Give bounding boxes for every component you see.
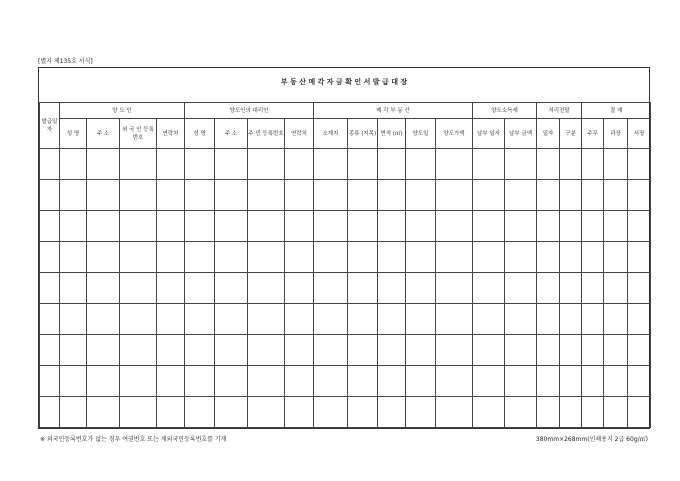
- table-cell[interactable]: [185, 180, 215, 211]
- table-cell[interactable]: [473, 149, 505, 180]
- table-cell[interactable]: [560, 366, 582, 397]
- table-row: [40, 211, 651, 242]
- table-cell[interactable]: [285, 304, 314, 335]
- table-cell[interactable]: [285, 211, 314, 242]
- table-cell[interactable]: [60, 211, 87, 242]
- table-cell[interactable]: [40, 180, 60, 211]
- table-cell[interactable]: [348, 397, 378, 428]
- table-cell[interactable]: [157, 397, 185, 428]
- col-land-type: 종류 (지목): [348, 119, 378, 149]
- table-cell[interactable]: [348, 242, 378, 273]
- col-tax-payment-date: 납부 일자: [473, 119, 505, 149]
- table-cell[interactable]: [604, 366, 628, 397]
- table-cell[interactable]: [157, 149, 185, 180]
- table-cell[interactable]: [215, 211, 248, 242]
- table-cell[interactable]: [87, 149, 120, 180]
- paper-spec: 380mm×268mm(인쇄용지 2급 60g/㎡): [535, 436, 648, 443]
- table-cell[interactable]: [40, 335, 60, 366]
- col-area: 면적 (㎡): [378, 119, 406, 149]
- table-cell[interactable]: [560, 273, 582, 304]
- col-processing-date: 일자: [537, 119, 560, 149]
- table-cell[interactable]: [537, 335, 560, 366]
- table-cell[interactable]: [314, 397, 348, 428]
- table-cell[interactable]: [537, 304, 560, 335]
- table-cell[interactable]: [60, 180, 87, 211]
- table-cell[interactable]: [348, 335, 378, 366]
- table-cell[interactable]: [505, 335, 537, 366]
- page-title: 부 동 산 매 각 자 금 확 인 서 발 급 대 장: [280, 78, 408, 86]
- table-cell[interactable]: [378, 366, 406, 397]
- table-cell[interactable]: [582, 273, 604, 304]
- table-cell[interactable]: [60, 273, 87, 304]
- table-cell[interactable]: [157, 273, 185, 304]
- table-cell[interactable]: [248, 211, 285, 242]
- table-cell[interactable]: [87, 180, 120, 211]
- table-cell[interactable]: [582, 211, 604, 242]
- table-cell[interactable]: [436, 273, 473, 304]
- group-capital-gains-tax: 양도소득세: [473, 103, 537, 119]
- table-cell[interactable]: [40, 273, 60, 304]
- table-cell[interactable]: [248, 366, 285, 397]
- table-cell[interactable]: [120, 273, 157, 304]
- table-cell[interactable]: [348, 180, 378, 211]
- table-cell[interactable]: [505, 397, 537, 428]
- table-cell[interactable]: [215, 149, 248, 180]
- table-cell[interactable]: [120, 366, 157, 397]
- table-cell[interactable]: [40, 397, 60, 428]
- table-cell[interactable]: [60, 335, 87, 366]
- table-cell[interactable]: [560, 335, 582, 366]
- table-cell[interactable]: [436, 304, 473, 335]
- col-tax-payment-amount: 납부 금액: [505, 119, 537, 149]
- table-cell[interactable]: [157, 304, 185, 335]
- table-row: [40, 149, 651, 180]
- table-cell[interactable]: [560, 211, 582, 242]
- group-transferor: 양 도 인: [60, 103, 185, 119]
- table-cell[interactable]: [406, 149, 436, 180]
- col-location: 소재지: [314, 119, 348, 149]
- table-cell[interactable]: [537, 397, 560, 428]
- table-cell[interactable]: [436, 149, 473, 180]
- table-cell[interactable]: [628, 211, 651, 242]
- table-cell[interactable]: [157, 211, 185, 242]
- col-foreign-reg-number: 외 국 인 등록번호: [120, 119, 157, 149]
- table-cell[interactable]: [436, 335, 473, 366]
- table-cell[interactable]: [120, 397, 157, 428]
- table-cell[interactable]: [582, 304, 604, 335]
- table-cell[interactable]: [582, 180, 604, 211]
- table-cell[interactable]: [120, 180, 157, 211]
- table-cell[interactable]: [604, 397, 628, 428]
- table-cell[interactable]: [248, 273, 285, 304]
- table-cell[interactable]: [120, 335, 157, 366]
- table-cell[interactable]: [185, 366, 215, 397]
- table-cell[interactable]: [628, 304, 651, 335]
- table-cell[interactable]: [215, 304, 248, 335]
- col-transferor-contact: 연락처: [157, 119, 185, 149]
- table-cell[interactable]: [628, 180, 651, 211]
- table-cell[interactable]: [285, 335, 314, 366]
- table-cell[interactable]: [314, 180, 348, 211]
- table-cell[interactable]: [215, 180, 248, 211]
- table-cell[interactable]: [87, 211, 120, 242]
- group-processing: 처리전말: [537, 103, 582, 119]
- table-cell[interactable]: [348, 273, 378, 304]
- table-cell[interactable]: [285, 180, 314, 211]
- table-cell[interactable]: [473, 242, 505, 273]
- col-agent-name: 성 명: [185, 119, 215, 149]
- register-table: [39, 102, 651, 428]
- table-cell[interactable]: [406, 366, 436, 397]
- table-cell[interactable]: [537, 242, 560, 273]
- table-cell[interactable]: [436, 397, 473, 428]
- table-row: [40, 397, 651, 428]
- table-cell[interactable]: [560, 304, 582, 335]
- table-cell[interactable]: [505, 304, 537, 335]
- col-approval-officer: 주무: [582, 119, 604, 149]
- table-cell[interactable]: [628, 397, 651, 428]
- table-cell[interactable]: [40, 149, 60, 180]
- group-approval: 결 재: [582, 103, 651, 119]
- table-cell[interactable]: [505, 242, 537, 273]
- table-cell[interactable]: [473, 335, 505, 366]
- table-cell[interactable]: [582, 397, 604, 428]
- table-cell[interactable]: [582, 366, 604, 397]
- table-cell[interactable]: [157, 366, 185, 397]
- table-cell[interactable]: [582, 335, 604, 366]
- table-cell[interactable]: [314, 366, 348, 397]
- table-cell[interactable]: [215, 273, 248, 304]
- table-cell[interactable]: [473, 180, 505, 211]
- table-cell[interactable]: [604, 335, 628, 366]
- table-cell[interactable]: [248, 242, 285, 273]
- col-approval-manager: 과장: [604, 119, 628, 149]
- table-cell[interactable]: [505, 366, 537, 397]
- table-cell[interactable]: [436, 211, 473, 242]
- table-cell[interactable]: [157, 242, 185, 273]
- table-cell[interactable]: [537, 180, 560, 211]
- table-cell[interactable]: [185, 273, 215, 304]
- table-cell[interactable]: [604, 211, 628, 242]
- table-cell[interactable]: [185, 335, 215, 366]
- table-cell[interactable]: [406, 211, 436, 242]
- table-cell[interactable]: [60, 366, 87, 397]
- col-approval-head: 서장: [628, 119, 651, 149]
- table-cell[interactable]: [628, 149, 651, 180]
- table-cell[interactable]: [248, 180, 285, 211]
- table-cell[interactable]: [314, 149, 348, 180]
- table-cell[interactable]: [406, 335, 436, 366]
- table-cell[interactable]: [60, 149, 87, 180]
- table-row: [40, 180, 651, 211]
- table-cell[interactable]: [505, 273, 537, 304]
- table-cell[interactable]: [406, 304, 436, 335]
- table-cell[interactable]: [248, 397, 285, 428]
- table-row: [40, 273, 651, 304]
- table-cell[interactable]: [248, 304, 285, 335]
- footnote: ※ 외국인등록번호가 없는 경우 여권번호 또는 재외국민등록번호를 기재: [40, 436, 227, 443]
- table-cell[interactable]: [582, 242, 604, 273]
- table-cell[interactable]: [560, 242, 582, 273]
- col-transfer-price: 양도가액: [436, 119, 473, 149]
- table-cell[interactable]: [378, 180, 406, 211]
- table-cell[interactable]: [215, 397, 248, 428]
- table-cell[interactable]: [582, 149, 604, 180]
- table-cell[interactable]: [120, 211, 157, 242]
- table-cell[interactable]: [628, 335, 651, 366]
- table-cell[interactable]: [185, 242, 215, 273]
- table-cell[interactable]: [215, 335, 248, 366]
- table-cell[interactable]: [378, 335, 406, 366]
- table-cell[interactable]: [473, 366, 505, 397]
- table-row: [40, 366, 651, 397]
- col-agent-contact: 연락처: [285, 119, 314, 149]
- table-cell[interactable]: [406, 180, 436, 211]
- table-cell[interactable]: [348, 149, 378, 180]
- table-cell[interactable]: [348, 304, 378, 335]
- table-cell[interactable]: [40, 211, 60, 242]
- table-cell[interactable]: [60, 304, 87, 335]
- table-cell[interactable]: [314, 273, 348, 304]
- table-cell[interactable]: [185, 304, 215, 335]
- table-cell[interactable]: [285, 397, 314, 428]
- register-body: [40, 149, 651, 428]
- table-cell[interactable]: [87, 366, 120, 397]
- table-cell[interactable]: [378, 304, 406, 335]
- register-frame: [38, 67, 650, 429]
- table-cell[interactable]: [87, 397, 120, 428]
- table-cell[interactable]: [473, 397, 505, 428]
- table-cell[interactable]: [604, 180, 628, 211]
- table-cell[interactable]: [537, 149, 560, 180]
- table-cell[interactable]: [60, 397, 87, 428]
- table-cell[interactable]: [560, 180, 582, 211]
- table-cell[interactable]: [537, 211, 560, 242]
- table-cell[interactable]: [406, 397, 436, 428]
- table-row: [40, 242, 651, 273]
- table-row: [40, 335, 651, 366]
- table-cell[interactable]: [378, 397, 406, 428]
- table-cell[interactable]: [505, 180, 537, 211]
- table-cell[interactable]: [87, 242, 120, 273]
- table-cell[interactable]: [378, 242, 406, 273]
- table-cell[interactable]: [120, 242, 157, 273]
- table-cell[interactable]: [87, 273, 120, 304]
- table-cell[interactable]: [604, 242, 628, 273]
- col-transferor-name: 성 명: [60, 119, 87, 149]
- table-cell[interactable]: [406, 273, 436, 304]
- table-cell[interactable]: [40, 304, 60, 335]
- table-cell[interactable]: [628, 242, 651, 273]
- table-cell[interactable]: [157, 180, 185, 211]
- table-cell[interactable]: [314, 211, 348, 242]
- table-cell[interactable]: [560, 397, 582, 428]
- table-cell[interactable]: [157, 335, 185, 366]
- table-cell[interactable]: [473, 304, 505, 335]
- table-cell[interactable]: [348, 366, 378, 397]
- table-cell[interactable]: [314, 304, 348, 335]
- col-processing-type: 구분: [560, 119, 582, 149]
- table-cell[interactable]: [436, 366, 473, 397]
- table-cell[interactable]: [248, 149, 285, 180]
- table-cell[interactable]: [378, 211, 406, 242]
- table-cell[interactable]: [473, 211, 505, 242]
- col-agent-address: 주 소: [215, 119, 248, 149]
- table-cell[interactable]: [436, 242, 473, 273]
- table-cell[interactable]: [120, 149, 157, 180]
- table-cell[interactable]: [537, 366, 560, 397]
- table-cell[interactable]: [505, 149, 537, 180]
- table-cell[interactable]: [185, 211, 215, 242]
- table-cell[interactable]: [604, 273, 628, 304]
- table-cell[interactable]: [185, 397, 215, 428]
- table-cell[interactable]: [406, 242, 436, 273]
- table-cell[interactable]: [314, 335, 348, 366]
- table-cell[interactable]: [604, 304, 628, 335]
- table-cell[interactable]: [436, 180, 473, 211]
- table-cell[interactable]: [285, 273, 314, 304]
- table-cell[interactable]: [120, 304, 157, 335]
- table-cell[interactable]: [40, 242, 60, 273]
- table-cell[interactable]: [505, 211, 537, 242]
- table-cell[interactable]: [87, 335, 120, 366]
- table-cell[interactable]: [473, 273, 505, 304]
- form-label: [별지 제135호 서식]: [38, 58, 93, 65]
- table-cell[interactable]: [348, 211, 378, 242]
- table-cell[interactable]: [60, 242, 87, 273]
- col-transferor-address: 주 소: [87, 119, 120, 149]
- table-cell[interactable]: [537, 273, 560, 304]
- table-cell[interactable]: [628, 273, 651, 304]
- col-resident-reg-number: 주 민 등록번호: [248, 119, 285, 149]
- table-cell[interactable]: [185, 149, 215, 180]
- table-cell[interactable]: [378, 149, 406, 180]
- table-cell[interactable]: [215, 242, 248, 273]
- table-cell[interactable]: [628, 366, 651, 397]
- table-cell[interactable]: [285, 242, 314, 273]
- table-cell[interactable]: [40, 366, 60, 397]
- table-cell[interactable]: [604, 149, 628, 180]
- table-row: [40, 304, 651, 335]
- table-cell[interactable]: [215, 366, 248, 397]
- group-agent: 양도인의 대리인: [185, 103, 314, 119]
- table-cell[interactable]: [378, 273, 406, 304]
- table-cell[interactable]: [285, 149, 314, 180]
- table-cell[interactable]: [560, 149, 582, 180]
- table-cell[interactable]: [314, 242, 348, 273]
- table-cell[interactable]: [87, 304, 120, 335]
- col-issue-date: 발급일자: [40, 103, 60, 149]
- col-transfer-date: 양도일: [406, 119, 436, 149]
- group-property: 매 각 부 동 산: [314, 103, 473, 119]
- table-cell[interactable]: [248, 335, 285, 366]
- table-cell[interactable]: [285, 366, 314, 397]
